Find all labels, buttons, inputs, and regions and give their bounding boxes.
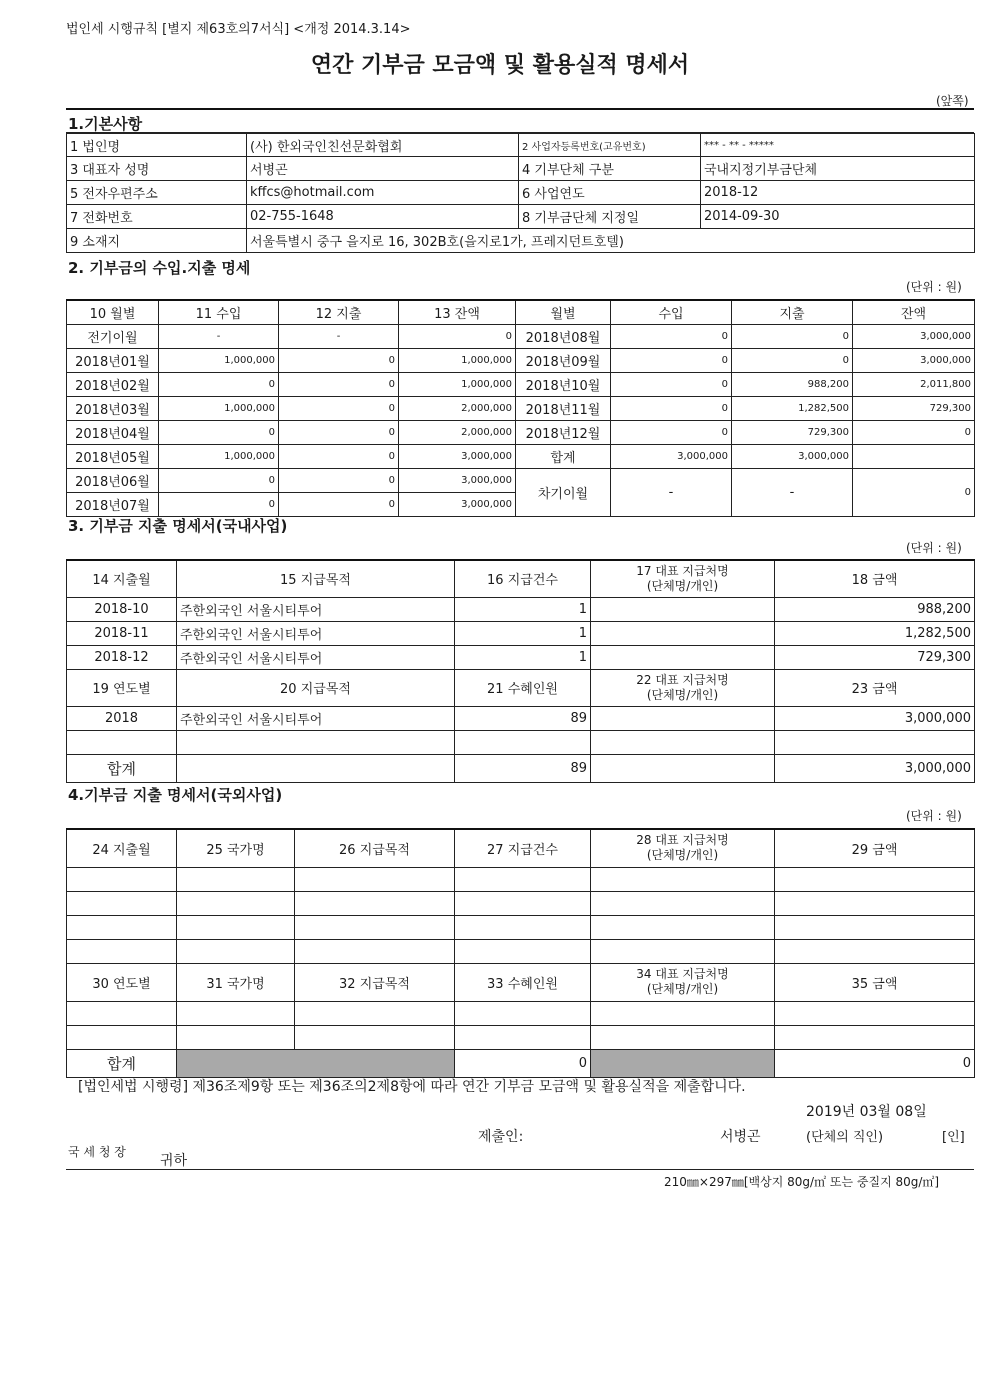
col-purpose: 15 지급목적 bbox=[177, 560, 455, 597]
col-recipient2: 22 대표 지급처명 (단체명/개인) bbox=[591, 669, 775, 706]
table-row bbox=[67, 621, 975, 645]
col-recipient: 28 대표 지급처명 (단체명/개인) bbox=[591, 829, 775, 867]
col-beneficiaries: 21 수혜인원 bbox=[455, 669, 591, 706]
income-cell: 0 bbox=[159, 468, 279, 492]
total-label-cell: 합계 bbox=[516, 444, 611, 468]
col-year: 30 연도별 bbox=[67, 963, 177, 1001]
table-row bbox=[67, 645, 975, 669]
recipient-cell bbox=[591, 706, 775, 730]
expense-cell: 0 bbox=[279, 348, 399, 372]
income-cell: 0 bbox=[159, 492, 279, 516]
submission-statement: [법인세법 시행령] 제36조제9항 또는 제36조의2제8항에 따라 연간 기부금 모금액 및 활용실적을 제출합니다. bbox=[78, 1079, 746, 1095]
col-amount: 18 금액 bbox=[775, 560, 975, 597]
fiscal-year-label: 6 사업연도 bbox=[519, 181, 701, 205]
section3-unit: (단위 : 원) bbox=[906, 541, 962, 555]
income-cell: 0 bbox=[159, 372, 279, 396]
total-income-cell: 3,000,000 bbox=[611, 444, 732, 468]
table-row bbox=[67, 706, 975, 730]
table-row bbox=[67, 420, 975, 444]
basic-info-table bbox=[66, 133, 975, 253]
amount-cell: 988,200 bbox=[775, 597, 975, 621]
col-recipient2: 34 대표 지급처명 (단체명/개인) bbox=[591, 963, 775, 1001]
table-row bbox=[67, 1025, 975, 1049]
month-cell: 2018년11월 bbox=[516, 396, 611, 420]
phone-label: 7 전화번호 bbox=[67, 205, 247, 229]
col-balance-right: 잔액 bbox=[853, 300, 975, 324]
section2-unit: (단위 : 원) bbox=[906, 280, 962, 294]
table-row bbox=[67, 396, 975, 420]
year-cell: 2018 bbox=[67, 706, 177, 730]
total-expense-cell: 3,000,000 bbox=[732, 444, 853, 468]
shaded-cell bbox=[177, 1049, 455, 1077]
address-value: 서울특별시 중구 을지로 16, 302B호(을지로1가, 프레지던트호텔) bbox=[247, 229, 975, 253]
table-row bbox=[67, 1001, 975, 1025]
col-expense-month: 24 지출월 bbox=[67, 829, 177, 867]
balance-cell: 1,000,000 bbox=[399, 348, 516, 372]
purpose-cell: 주한외국인 서울시티투어 bbox=[177, 645, 455, 669]
balance-cell: 3,000,000 bbox=[399, 444, 516, 468]
expense-cell: 0 bbox=[732, 324, 853, 348]
table-row bbox=[67, 348, 975, 372]
month-cell: 2018년04월 bbox=[67, 420, 159, 444]
page-title: 연간 기부금 모금액 및 활용실적 명세서 bbox=[310, 53, 690, 78]
month-cell: 2018년09월 bbox=[516, 348, 611, 372]
total-row bbox=[67, 1049, 975, 1077]
col-amount: 29 금액 bbox=[775, 829, 975, 867]
col-purpose: 26 지급목적 bbox=[295, 829, 455, 867]
amount-cell: 3,000,000 bbox=[775, 706, 975, 730]
col-recipient: 17 대표 지급처명 (단체명/개인) bbox=[591, 560, 775, 597]
table-row bbox=[67, 324, 975, 348]
seal-mark: [인] bbox=[942, 1130, 965, 1145]
month-cell: 2018년03월 bbox=[67, 396, 159, 420]
purpose-cell: 주한외국인 서울시티투어 bbox=[177, 597, 455, 621]
beneficiaries-cell: 89 bbox=[455, 706, 591, 730]
table-row bbox=[67, 372, 975, 396]
section2-title: 2. 기부금의 수입.지출 명세 bbox=[68, 259, 251, 277]
carry-forward-expense: - bbox=[732, 468, 853, 516]
section1-title: 1.기본사항 bbox=[68, 115, 143, 133]
donor-type-value: 국내지정기부금단체 bbox=[701, 157, 975, 181]
table-row bbox=[67, 468, 975, 492]
expense-cell: 988,200 bbox=[732, 372, 853, 396]
month-cell: 2018년01월 bbox=[67, 348, 159, 372]
submission-date: 2019년 03월 08일 bbox=[806, 1104, 927, 1120]
total-label: 합계 bbox=[67, 754, 177, 782]
total-beneficiaries: 89 bbox=[455, 754, 591, 782]
table-row bbox=[67, 915, 975, 939]
recipient-cell bbox=[591, 621, 775, 645]
carry-forward-label: 차기이월 bbox=[516, 468, 611, 516]
designation-date-label: 8 기부금단체 지정일 bbox=[519, 205, 701, 229]
col-beneficiaries: 33 수혜인원 bbox=[455, 963, 591, 1001]
balance-cell: 2,000,000 bbox=[399, 420, 516, 444]
business-number-value: *** - ** - ***** bbox=[701, 134, 975, 157]
expense-cell: 0 bbox=[279, 420, 399, 444]
balance-cell: 3,000,000 bbox=[399, 492, 516, 516]
col-country: 25 국가명 bbox=[177, 829, 295, 867]
month-cell: 2018년10월 bbox=[516, 372, 611, 396]
col-income-left: 11 수입 bbox=[159, 300, 279, 324]
month-cell: 2018년05월 bbox=[67, 444, 159, 468]
purpose-cell: 주한외국인 서울시티투어 bbox=[177, 706, 455, 730]
col-expense-month: 14 지출월 bbox=[67, 560, 177, 597]
expense-cell: 0 bbox=[279, 468, 399, 492]
table-row bbox=[67, 867, 975, 891]
table-row bbox=[67, 597, 975, 621]
income-cell: 1,000,000 bbox=[159, 396, 279, 420]
overseas-expense-table bbox=[66, 828, 975, 1078]
form-reference: 법인세 시행규칙 [별지 제63호의7서식] <개정 2014.3.14> bbox=[66, 22, 411, 37]
representative-value: 서병곤 bbox=[247, 157, 519, 181]
total-beneficiaries: 0 bbox=[455, 1049, 591, 1077]
income-cell: 0 bbox=[611, 348, 732, 372]
month-cell: 전기이월 bbox=[67, 324, 159, 348]
income-cell: 1,000,000 bbox=[159, 444, 279, 468]
recipient-cell bbox=[591, 597, 775, 621]
purpose-cell: 주한외국인 서울시티투어 bbox=[177, 621, 455, 645]
total-amount: 3,000,000 bbox=[775, 754, 975, 782]
business-number-label: 2 사업자등록번호(고유번호) bbox=[519, 134, 701, 157]
table-row bbox=[67, 444, 975, 468]
expense-cell: 729,300 bbox=[732, 420, 853, 444]
expense-month-cell: 2018-11 bbox=[67, 621, 177, 645]
month-cell: 2018년02월 bbox=[67, 372, 159, 396]
company-name-label: 1 법인명 bbox=[67, 134, 247, 157]
balance-cell: 3,000,000 bbox=[853, 348, 975, 372]
col-balance-left: 13 잔액 bbox=[399, 300, 516, 324]
phone-value: 02-755-1648 bbox=[247, 205, 519, 229]
carry-forward-income: - bbox=[611, 468, 732, 516]
expense-cell: 0 bbox=[279, 396, 399, 420]
balance-cell: 3,000,000 bbox=[399, 468, 516, 492]
table-row bbox=[67, 730, 975, 754]
table-row bbox=[67, 891, 975, 915]
col-purpose2: 20 지급목적 bbox=[177, 669, 455, 706]
income-cell: 0 bbox=[611, 372, 732, 396]
col-count: 27 지급건수 bbox=[455, 829, 591, 867]
paper-spec: 210㎜×297㎜[백상지 80g/㎡ 또는 중질지 80g/㎡] bbox=[664, 1175, 940, 1189]
designation-date-value: 2014-09-30 bbox=[701, 205, 975, 229]
seal-label: (단체의 직인) bbox=[806, 1130, 884, 1145]
balance-cell: 2,000,000 bbox=[399, 396, 516, 420]
income-expense-table bbox=[66, 299, 975, 517]
col-month-right: 월별 bbox=[516, 300, 611, 324]
amount-cell: 1,282,500 bbox=[775, 621, 975, 645]
income-cell: 0 bbox=[159, 420, 279, 444]
balance-cell: 729,300 bbox=[853, 396, 975, 420]
section4-title: 4.기부금 지출 명세서(국외사업) bbox=[68, 786, 283, 804]
submitter-name: 서병곤 bbox=[720, 1129, 761, 1145]
email-label: 5 전자우편주소 bbox=[67, 181, 247, 205]
col-country2: 31 국가명 bbox=[177, 963, 295, 1001]
expense-month-cell: 2018-12 bbox=[67, 645, 177, 669]
section3-title: 3. 기부금 지출 명세서(국내사업) bbox=[68, 517, 288, 535]
balance-cell: 0 bbox=[399, 324, 516, 348]
expense-cell: 0 bbox=[279, 444, 399, 468]
income-cell: 0 bbox=[611, 396, 732, 420]
balance-cell: 1,000,000 bbox=[399, 372, 516, 396]
month-cell: 2018년06월 bbox=[67, 468, 159, 492]
balance-cell: 3,000,000 bbox=[853, 324, 975, 348]
fiscal-year-value: 2018-12 bbox=[701, 181, 975, 205]
total-amount: 0 bbox=[775, 1049, 975, 1077]
shaded-cell bbox=[591, 1049, 775, 1077]
balance-cell: 0 bbox=[853, 420, 975, 444]
submitter-label: 제출인: bbox=[478, 1129, 524, 1145]
count-cell: 1 bbox=[455, 621, 591, 645]
col-income-right: 수입 bbox=[611, 300, 732, 324]
email-value: kffcs@hotmail.com bbox=[247, 181, 519, 205]
expense-cell: - bbox=[279, 324, 399, 348]
col-year: 19 연도별 bbox=[67, 669, 177, 706]
month-cell: 2018년08월 bbox=[516, 324, 611, 348]
total-row bbox=[67, 754, 975, 782]
col-count: 16 지급건수 bbox=[455, 560, 591, 597]
representative-label: 3 대표자 성명 bbox=[67, 157, 247, 181]
col-month-left: 10 월별 bbox=[67, 300, 159, 324]
carry-forward-balance: 0 bbox=[853, 468, 975, 516]
balance-cell: 2,011,800 bbox=[853, 372, 975, 396]
expense-cell: 0 bbox=[279, 372, 399, 396]
address-label: 9 소재지 bbox=[67, 229, 247, 253]
col-amount2: 23 금액 bbox=[775, 669, 975, 706]
recipient-suffix: 귀하 bbox=[160, 1153, 188, 1169]
recipient-office: 국 세 청 장 bbox=[68, 1145, 126, 1159]
col-expense-right: 지출 bbox=[732, 300, 853, 324]
col-amount2: 35 금액 bbox=[775, 963, 975, 1001]
income-cell: 0 bbox=[611, 324, 732, 348]
company-name-value: (사) 한외국인친선문화협회 bbox=[247, 134, 519, 157]
income-cell: 1,000,000 bbox=[159, 348, 279, 372]
front-side-label: (앞쪽) bbox=[936, 94, 969, 108]
month-cell: 2018년07월 bbox=[67, 492, 159, 516]
col-purpose2: 32 지급목적 bbox=[295, 963, 455, 1001]
total-balance-cell bbox=[853, 444, 975, 468]
expense-cell: 1,282,500 bbox=[732, 396, 853, 420]
col-expense-left: 12 지출 bbox=[279, 300, 399, 324]
count-cell: 1 bbox=[455, 597, 591, 621]
section4-unit: (단위 : 원) bbox=[906, 809, 962, 823]
expense-cell: 0 bbox=[279, 492, 399, 516]
donor-type-label: 4 기부단체 구분 bbox=[519, 157, 701, 181]
total-label: 합계 bbox=[67, 1049, 177, 1077]
expense-month-cell: 2018-10 bbox=[67, 597, 177, 621]
expense-cell: 0 bbox=[732, 348, 853, 372]
table-row bbox=[67, 939, 975, 963]
income-cell: 0 bbox=[611, 420, 732, 444]
count-cell: 1 bbox=[455, 645, 591, 669]
recipient-cell bbox=[591, 645, 775, 669]
amount-cell: 729,300 bbox=[775, 645, 975, 669]
month-cell: 2018년12월 bbox=[516, 420, 611, 444]
domestic-expense-table bbox=[66, 559, 975, 783]
income-cell: - bbox=[159, 324, 279, 348]
